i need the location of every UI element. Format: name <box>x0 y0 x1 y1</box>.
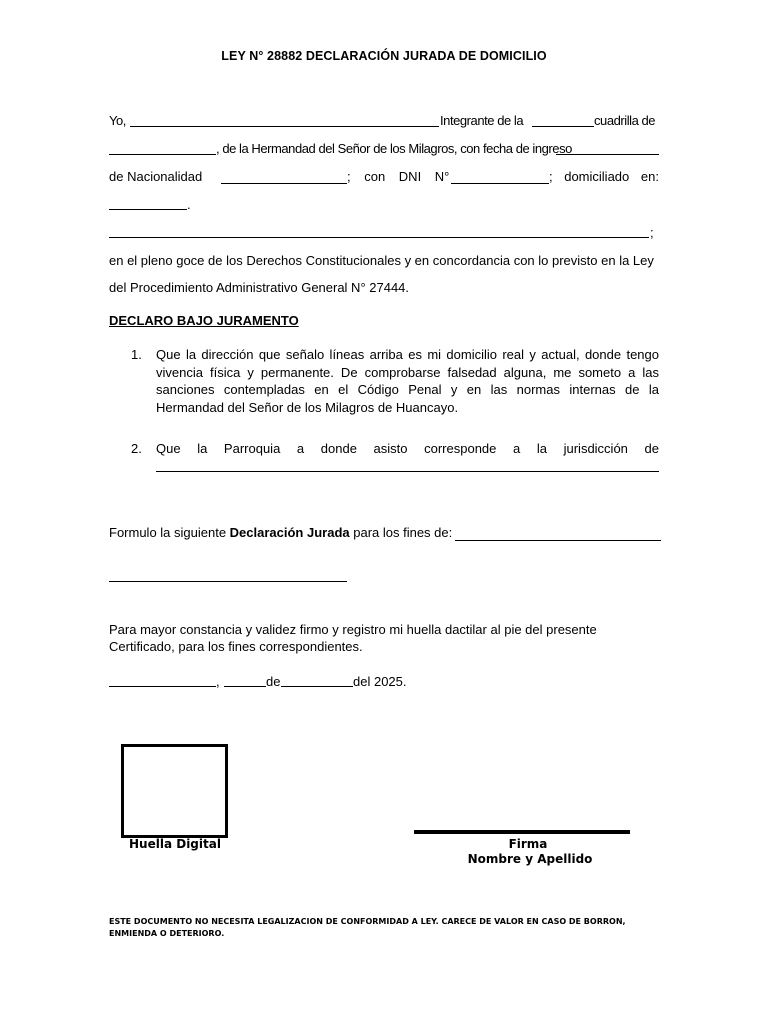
domiciliado-label: ; domiciliado en: <box>549 169 659 184</box>
domicilio-dot: . <box>187 197 191 212</box>
list-item <box>131 346 659 418</box>
item-text: Que la Parroquia a donde asisto corresponde a la jurisdicción de <box>156 441 659 456</box>
cuadrilla-label: cuadrilla de <box>594 113 656 128</box>
formulo-pre: Formulo la siguiente <box>109 525 230 540</box>
integrante-label: Integrante de la <box>440 113 524 128</box>
item-number: 2. <box>131 441 142 456</box>
date-de: de <box>266 674 281 689</box>
item-text: Que la dirección que señalo líneas arriba es mi domicilio real y actual, donde tengo vivencia física y permanente. De comprobarse falsedad alguna, me someto a las sanciones contempladas en el Código Penal y en las normas internas de la Hermandad del Señor de los Milagros de Huancayo. <box>156 347 659 415</box>
name-field-line[interactable] <box>130 115 439 127</box>
domicilio-field-line-1[interactable] <box>109 198 187 210</box>
fines-field-line-1[interactable] <box>455 529 661 541</box>
item-number: 1. <box>131 347 142 362</box>
procedimiento-text: del Procedimiento Administrativo General N° 27444. <box>109 280 410 295</box>
cuadrilla-name-field-line[interactable] <box>109 143 216 155</box>
domicilio-field-line-2[interactable] <box>109 226 649 238</box>
fines-field-line-2[interactable] <box>109 570 347 582</box>
domicilio-semicolon: ; <box>650 225 654 240</box>
declaro-heading: DECLARO BAJO JURAMENTO <box>109 313 299 328</box>
dni-label: ; con DNI N° <box>347 169 450 184</box>
nombre-apellido-label: Nombre y Apellido <box>467 852 593 866</box>
dni-field-line[interactable] <box>451 172 549 184</box>
cuadrilla-field-line[interactable] <box>532 115 594 127</box>
huella-label: Huella Digital <box>129 837 221 851</box>
fecha-ingreso-field-line[interactable] <box>556 143 659 155</box>
formulo-text <box>109 525 452 540</box>
mes-field-line[interactable] <box>281 675 353 687</box>
nacionalidad-label: de Nacionalidad <box>109 169 203 184</box>
hermandad-text: , de la Hermandad del Señor de los Milagros, con fecha de ingreso <box>216 141 572 156</box>
formulo-post: para los fines de: <box>349 525 453 540</box>
pleno-goce-text: en el pleno goce de los Derechos Constitucionales y en concordancia con lo previsto en la Ley <box>109 253 654 268</box>
firma-label: Firma <box>508 837 548 851</box>
yo-label: Yo, <box>109 113 126 128</box>
lugar-field-line[interactable] <box>109 675 216 687</box>
signature-line[interactable] <box>414 830 630 834</box>
formulo-bold: Declaración Jurada <box>229 525 350 540</box>
footer-note: ESTE DOCUMENTO NO NECESITA LEGALIZACION DE CONFORMIDAD A LEY. CARECE DE VALOR EN CASO DE BORRON, ENMIENDA O DETERIORO. <box>109 917 626 938</box>
date-del: del 2025. <box>353 674 407 689</box>
fingerprint-box[interactable] <box>121 744 228 838</box>
document-title: LEY N° 28882 DECLARACIÓN JURADA DE DOMICILIO <box>221 49 547 63</box>
constancia-text: Para mayor constancia y validez firmo y registro mi huella dactilar al pie del presente Certificado, para los fines correspondientes. <box>109 622 597 654</box>
dia-field-line[interactable] <box>224 675 266 687</box>
jurisdiccion-field-line[interactable] <box>156 460 659 472</box>
date-comma: , <box>216 674 220 689</box>
nacionalidad-field-line[interactable] <box>221 172 347 184</box>
